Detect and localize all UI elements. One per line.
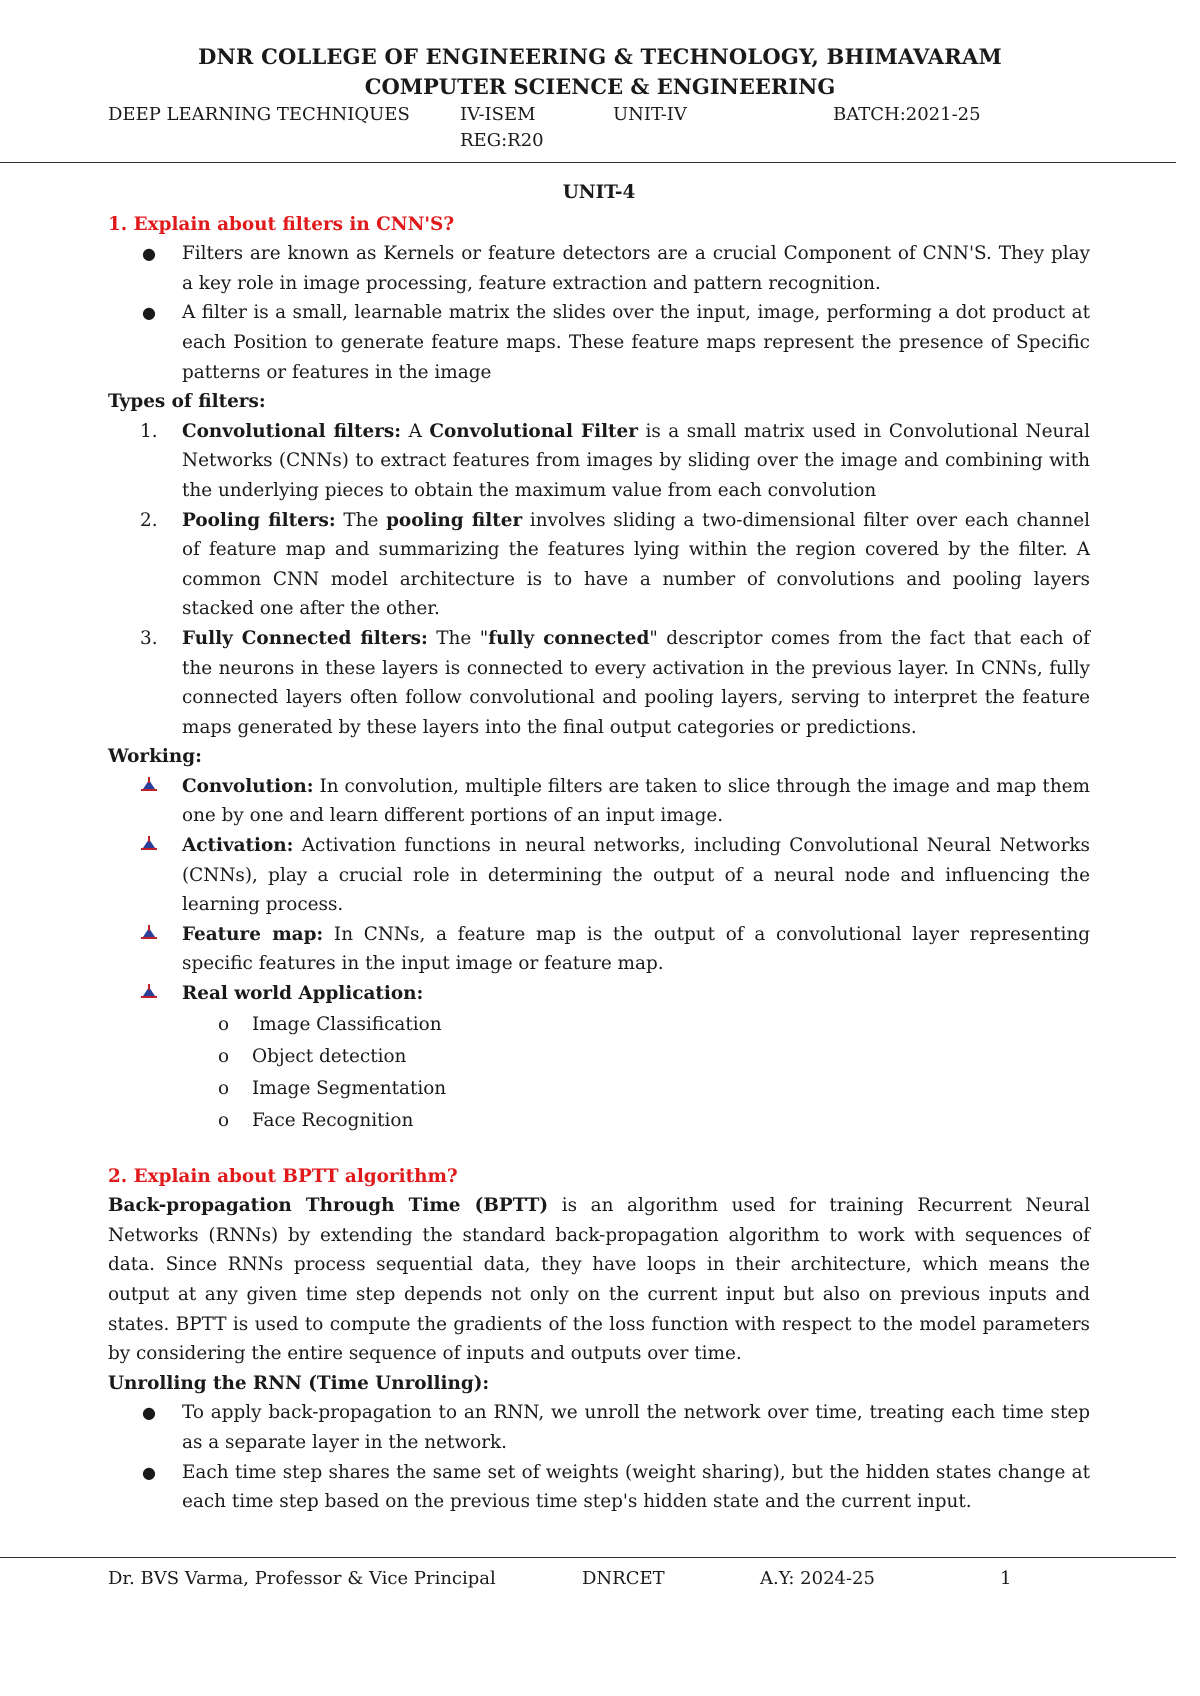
q2-bullet-list: [108, 1398, 1090, 1516]
circle-bullet-icon: o: [218, 1077, 230, 1099]
list-item: 2. Pooling filters: The pooling filter involves sliding a two-dimensional filter over each channel of feature map and summarizing the features lying within the region covered by the filter. A common CNN model architecture is to have a number of convolutions and pooling layers stacked one after the other.: [140, 509, 1091, 620]
applications-list: [108, 1009, 1090, 1137]
footer-academic-year: A.Y: 2024-25: [760, 1568, 875, 1589]
circle-bullet-icon: o: [218, 1109, 230, 1131]
list-item: Real world Application:: [108, 979, 1090, 1009]
header-divider: [0, 162, 1176, 163]
list-item: ● Filters are known as Kernels or feature detectors are a crucial Component of CNN'S. They play a key role in image processing, feature extraction and pattern recognition.: [108, 239, 1090, 298]
batch-label: BATCH:2021-25: [833, 104, 981, 125]
list-item: ● Each time step shares the same set of weights (weight sharing), but the hidden states change at each time step based on the previous time step's hidden state and the current input.: [108, 1458, 1090, 1517]
list-item: o Image Classification: [108, 1009, 1090, 1041]
subject-name: DEEP LEARNING TECHNIQUES: [108, 104, 410, 125]
list-item: Activation: Activation functions in neural networks, including Convolutional Neural Networks (CNNs), play a crucial role in determining the output of a neural node and influencing the learning process.: [108, 831, 1090, 920]
regulation-label: REG:R20: [460, 130, 544, 151]
list-item: o Object detection: [108, 1041, 1090, 1073]
types-heading: Types of filters:: [108, 391, 266, 413]
unit-title: UNIT-4: [562, 182, 636, 203]
working-list: [108, 772, 1090, 1009]
footer-institute: DNRCET: [582, 1568, 665, 1589]
bptt-intro-paragraph: Back-propagation Through Time (BPTT) is an algorithm used for training Recurrent Neural Networks (RNNs) by extending the standard back-propagation algorithm to work with sequences of data. Since RNNs process sequential data, they have loops in their architecture, which means the output at any given time step depends not only on the current input but also on previous inputs and states. BPTT is used to compute the gradients of the loss function with respect to the model parameters by considering the entire sequence of inputs and outputs over time.: [108, 1195, 1090, 1365]
arrow-bullet-icon: [140, 777, 158, 795]
college-name: DNR COLLEGE OF ENGINEERING & TECHNOLOGY, BHIMAVARAM: [198, 44, 1002, 69]
circle-bullet-icon: o: [218, 1045, 230, 1067]
semester: IV-ISEM: [460, 104, 536, 125]
list-item: Feature map: In CNNs, a feature map is the output of a convolutional layer representing specific features in the input image or feature map.: [108, 920, 1090, 979]
department-name: COMPUTER SCIENCE & ENGINEERING: [364, 74, 836, 99]
bullet-icon: ●: [142, 244, 156, 264]
unrolling-heading: Unrolling the RNN (Time Unrolling):: [108, 1372, 490, 1394]
filter-types-list: [108, 417, 1090, 743]
list-item: Convolution: In convolution, multiple filters are taken to slice through the image and map them one by one and learn different portions of an input image.: [108, 772, 1090, 831]
question-2-title: 2. Explain about BPTT algorithm?: [108, 1165, 458, 1187]
footer-divider: [0, 1557, 1176, 1558]
list-item: ● To apply back-propagation to an RNN, we unroll the network over time, treating each time step as a separate layer in the network.: [108, 1398, 1090, 1457]
list-item: 1. Convolutional filters: A Convolutional Filter is a small matrix used in Convolutional Neural Networks (CNNs) to extract features from images by sliding over the image and combining with the underlying pieces to obtain the maximum value from each convolution: [140, 420, 1091, 501]
arrow-bullet-icon: [140, 925, 158, 943]
bullet-icon: ●: [142, 1462, 156, 1482]
question-1-title: 1. Explain about filters in CNN'S?: [108, 213, 455, 235]
bullet-icon: ●: [142, 303, 156, 323]
list-item: o Face Recognition: [108, 1105, 1090, 1137]
page-content: [108, 178, 1090, 1517]
list-item: ● A filter is a small, learnable matrix the slides over the input, image, performing a dot product at each Position to generate feature maps. These feature maps represent the presence of Specific patterns or features in the image: [108, 298, 1090, 387]
arrow-bullet-icon: [140, 984, 158, 1002]
unit-label: UNIT-IV: [613, 104, 687, 125]
list-item: o Image Segmentation: [108, 1073, 1090, 1105]
list-item: 3. Fully Connected filters: The "fully connected" descriptor comes from the fact that each of the neurons in these layers is connected to every activation in the previous layer. In CNNs, fully connected layers often follow convolutional and pooling layers, serving to interpret the feature maps generated by these layers into the final output categories or predictions.: [140, 627, 1090, 738]
q1-bullet-list: [108, 239, 1090, 387]
section-spacer: [108, 1137, 1090, 1162]
bullet-icon: ●: [142, 1403, 156, 1423]
footer-author: Dr. BVS Varma, Professor & Vice Principal: [108, 1568, 496, 1589]
working-heading: Working:: [108, 746, 202, 768]
arrow-bullet-icon: [140, 836, 158, 854]
circle-bullet-icon: o: [218, 1013, 230, 1035]
page-number: 1: [1000, 1568, 1012, 1589]
